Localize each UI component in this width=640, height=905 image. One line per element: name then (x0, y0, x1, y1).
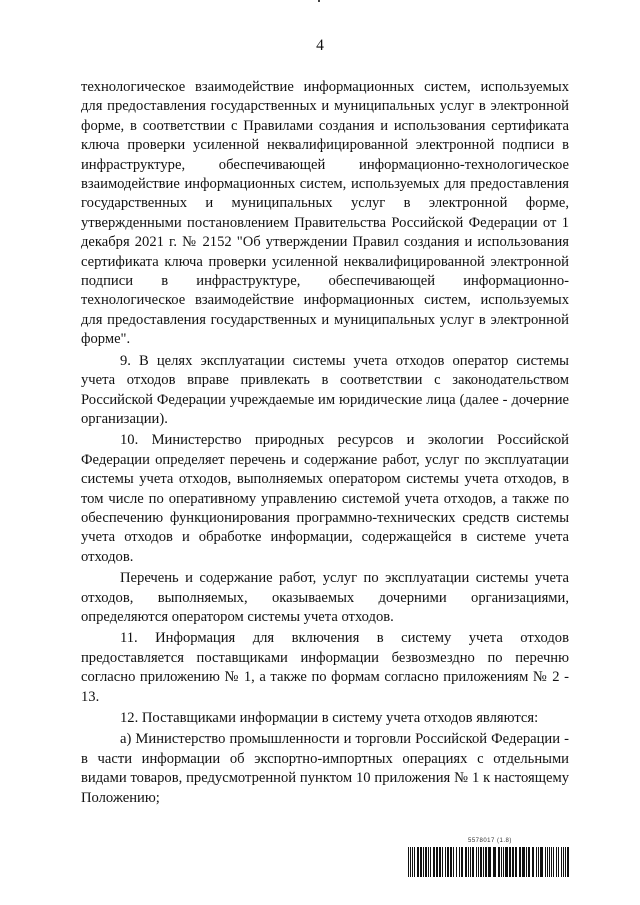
paragraph-10-continued: Перечень и содержание работ, услуг по эксплуатации системы учета отходов, выполняемых, оказываемых дочерними организациями, определяются оператором системы учета отходов. (81, 570, 569, 625)
barcode-bars (408, 847, 570, 877)
barcode-bar (459, 847, 460, 877)
paragraph-9: 9. В целях эксплуатации системы учета отходов оператор системы учета отходов вправе привлекать в соответствии с законодательством Российской Федерации учреждаемые им юридические лица (далее - дочерние организации). (81, 352, 569, 427)
paragraph-12-a: а) Министерство промышленности и торговли Российской Федерации - в части информации об экспортно-импортных операциях с отдельными видами товаров, предусмотренной пунктом 10 приложения № 1 к настоящему Положению; (81, 731, 569, 806)
scan-mark (318, 0, 320, 2)
barcode-bar (547, 847, 548, 877)
paragraph-continuation: технологическое взаимодействие информационных систем, используемых для предоставления государственных и муниципальных услуг в электронной форме, в соответствии с Правилами создания и использования сертификата ключа проверки усиленной неквалифицированной электронной подписи в инфраструктуре, обеспечивающей информационно-технологическое взаимодействие информационных систем, используемых для предоставления государственных и муниципальных услуг в электронной форме, утвержденными постановлением Правительства Российской Федерации от 1 декабря 2021 г. № 2152 "Об утверждении Правил создания и использования сертификата ключа проверки усиленной неквалифицированной электронной подписи в инфраструктуре, обеспечивающей информационно-технологическое взаимодействие информационных систем, используемых для предоставления государственных и муниципальных услуг в электронной форме". (81, 79, 569, 348)
barcode-bar (410, 847, 411, 877)
barcode-bar (476, 847, 477, 877)
barcode-bar (423, 847, 424, 877)
barcode-bar (498, 847, 500, 877)
barcode-bar (420, 847, 422, 877)
barcode-bar (556, 847, 557, 877)
barcode-bar (450, 847, 452, 877)
barcode-bar (536, 847, 537, 877)
barcode-bar (538, 847, 539, 877)
barcode-bar (522, 847, 525, 877)
barcode-bar (515, 847, 517, 877)
barcode-bar (414, 847, 415, 877)
barcode-bar (468, 847, 469, 877)
barcode-bar (417, 847, 419, 877)
barcode-bar (472, 847, 474, 877)
barcode-bar (509, 847, 511, 877)
barcode-bar (483, 847, 484, 877)
barcode-bar (447, 847, 449, 877)
barcode-bar (549, 847, 550, 877)
barcode-bar (553, 847, 554, 877)
barcode-bar (436, 847, 438, 877)
barcode-bar (442, 847, 443, 877)
barcode-bar (425, 847, 427, 877)
barcode-bar (412, 847, 413, 877)
barcode-bar (540, 847, 543, 877)
barcode-bar (439, 847, 441, 877)
barcode-bar (519, 847, 521, 877)
barcode-bar (561, 847, 562, 877)
barcode-bar (433, 847, 435, 877)
barcode-bar (526, 847, 527, 877)
barcode-bar (485, 847, 487, 877)
barcode-bar (453, 847, 454, 877)
barcode-bar (408, 847, 409, 877)
paragraph-10: 10. Министерство природных ресурсов и экологии Российской Федерации определяет перечень и содержание работ, услуг по эксплуатации системы учета отходов, выполняемых оператором системы учета отходов, в том числе по оперативному управлению системой учета отходов, а также по обеспечению функционирования программно-технических средств системы учета отходов и обработке информации, содержащейся в системе учета отходов. (81, 432, 569, 565)
barcode-bar (532, 847, 534, 877)
barcode-bar (551, 847, 552, 877)
page-number: 4 (316, 37, 324, 54)
barcode-bar (480, 847, 482, 877)
barcode-bar (456, 847, 457, 877)
barcode-bar (478, 847, 479, 877)
barcode-bar (558, 847, 559, 877)
barcode-bar (567, 847, 569, 877)
barcode-bar (512, 847, 514, 877)
barcode-bar (430, 847, 431, 877)
barcode-bar (488, 847, 491, 877)
barcode-bar (565, 847, 566, 877)
paragraph-11: 11. Информация для включения в систему учета отходов предоставляется поставщиками информации безвозмездно по перечню согласно приложению № 1, а также по формам согласно приложениям № 2 - 13. (81, 630, 569, 705)
barcode-bar (493, 847, 496, 877)
barcode-bar (545, 847, 546, 877)
barcode-bar (470, 847, 471, 877)
barcode-bar (465, 847, 467, 877)
barcode-bar (445, 847, 446, 877)
barcode (408, 838, 570, 880)
document-body (81, 78, 569, 808)
barcode-bar (505, 847, 508, 877)
barcode-bar (461, 847, 463, 877)
barcode-bar (428, 847, 429, 877)
barcode-bar (528, 847, 530, 877)
barcode-number: 5578017 (1.8) (468, 838, 512, 844)
barcode-bar (563, 847, 564, 877)
barcode-bar (501, 847, 502, 877)
paragraph-12: 12. Поставщиками информации в систему учета отходов являются: (120, 710, 539, 726)
barcode-bar (503, 847, 504, 877)
